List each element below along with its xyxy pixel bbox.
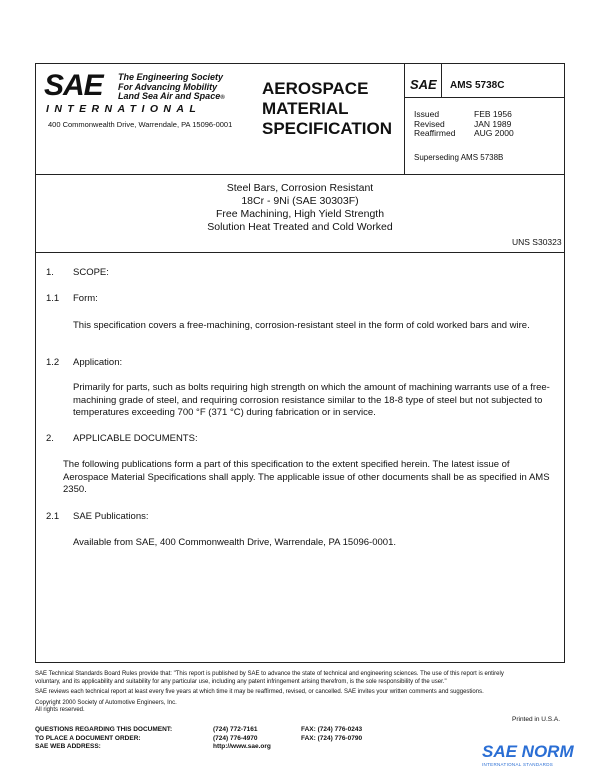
watermark-subtitle: INTERNATIONAL STANDARDS [482,762,554,767]
document-type-title [262,79,392,139]
contact-label: TO PLACE A DOCUMENT ORDER: [35,734,141,742]
contact-label: SAE WEB ADDRESS: [35,743,101,750]
spec-number: AMS 5738C [450,80,505,91]
spec-number-rule [441,63,442,97]
date-label: Revised [414,118,445,129]
sae-address: 400 Commonwealth Drive, Warrendale, PA 15096-0001 [48,120,233,129]
contact-row [35,726,565,735]
date-label: Issued [414,109,440,119]
notice-line: voluntary, and its applicability and suitability for any particular use, including any patent infringement arising therefrom, is the sole responsibility of the user." [35,678,447,685]
title-line: SPECIFICATION [262,119,393,138]
sae-small-logo: SAE [410,77,437,92]
sae-norm-watermark: SAE NORM INTERNATIONAL STANDARDS [482,742,574,767]
society-line: Land Sea Air and Space® [118,91,225,101]
rights-line: All rights reserved. [35,707,85,713]
header-divider [35,174,565,175]
title-line: MATERIAL [262,99,349,118]
subject-divider [35,252,565,253]
section-1-2-text: Primarily for parts, such as bolts requiring high strength on which the amount of machining warrants use of a free-machining grade of steel, and requiring corrosion resistance similar to the 18-8 type of steel but not subjected to temperatures exceeding 700 °F (371 °C) during fabrication or in service. [73,382,550,418]
web-address-link[interactable]: http://www.sae.org [213,743,271,750]
uns-number: UNS S30323 [512,237,562,247]
section-2-text: The following publications form a part of this specification to the extent specified herein. The latest issue of Aerospace Material Specifications shall apply. The applicable issue of other documents shall be as specified in AMS 2350. [63,459,550,495]
legal-notice [35,671,565,715]
contact-label: QUESTIONS REGARDING THIS DOCUMENT: [35,726,173,733]
subject-line: Steel Bars, Corrosion Resistant [226,182,374,194]
society-line: For Advancing Mobility [118,81,218,92]
section-1-1-text: This specification covers a free-machining, corrosion-resistant steel in the form of cold worked bars and wire. [73,320,530,331]
superseding-note: Superseding AMS 5738B [414,153,504,162]
review-notice: SAE reviews each technical report at least every five years at which time it may be reaffirmed, revised, or cancelled. SAE invites your written comments and suggestions. [35,689,484,695]
section-2-1-text: Available from SAE, 400 Commonwealth Drive, Warrendale, PA 15096-0001. [73,537,396,548]
spec-box-rule [404,97,565,98]
contact-phone: (724) 776-4970 [213,734,258,742]
date-label: Reaffirmed [414,128,456,138]
subject-line: Free Machining, High Yield Strength [215,208,385,220]
notice-line: SAE Technical Standards Board Rules provide that: "This report is published by SAE to advance the state of technical and engineering sciences. The use of this report is entirely [35,671,504,677]
contact-phone: (724) 772-7161 [213,726,258,733]
subject-line: 18Cr - 9Ni (SAE 30303F) [241,195,359,207]
copyright-line: Copyright 2000 Society of Automotive Engineers, Inc. [35,699,177,706]
header-vertical-rule [404,63,405,174]
contact-fax: FAX: (724) 776-0790 [301,734,363,742]
title-line: AEROSPACE [262,79,369,98]
society-tagline [118,73,225,104]
date-value: FEB 1956 [474,109,512,119]
section-2-1-heading: 2.1 SAE Publications: [46,511,149,522]
specification-subject [35,182,565,234]
society-line: The Engineering Society [118,72,224,82]
printed-in: Printed in U.S.A. [512,716,561,723]
section-2-heading: 2. APPLICABLE DOCUMENTS: [46,433,198,444]
section-1-heading: 1. SCOPE: [46,267,109,278]
date-value: JAN 1989 [474,118,512,129]
registered-mark: ® [220,95,225,101]
subject-line: Solution Heat Treated and Cold Worked [207,221,393,233]
section-1-2-heading: 1.2 Application: [46,357,123,368]
date-value: AUG 2000 [474,128,514,138]
section-1-1-heading: 1.1 Form: [46,293,98,304]
sae-logo: SAE [44,69,103,102]
international-wordmark: INTERNATIONAL [46,103,202,115]
contact-fax: FAX: (724) 776-0243 [301,726,363,733]
